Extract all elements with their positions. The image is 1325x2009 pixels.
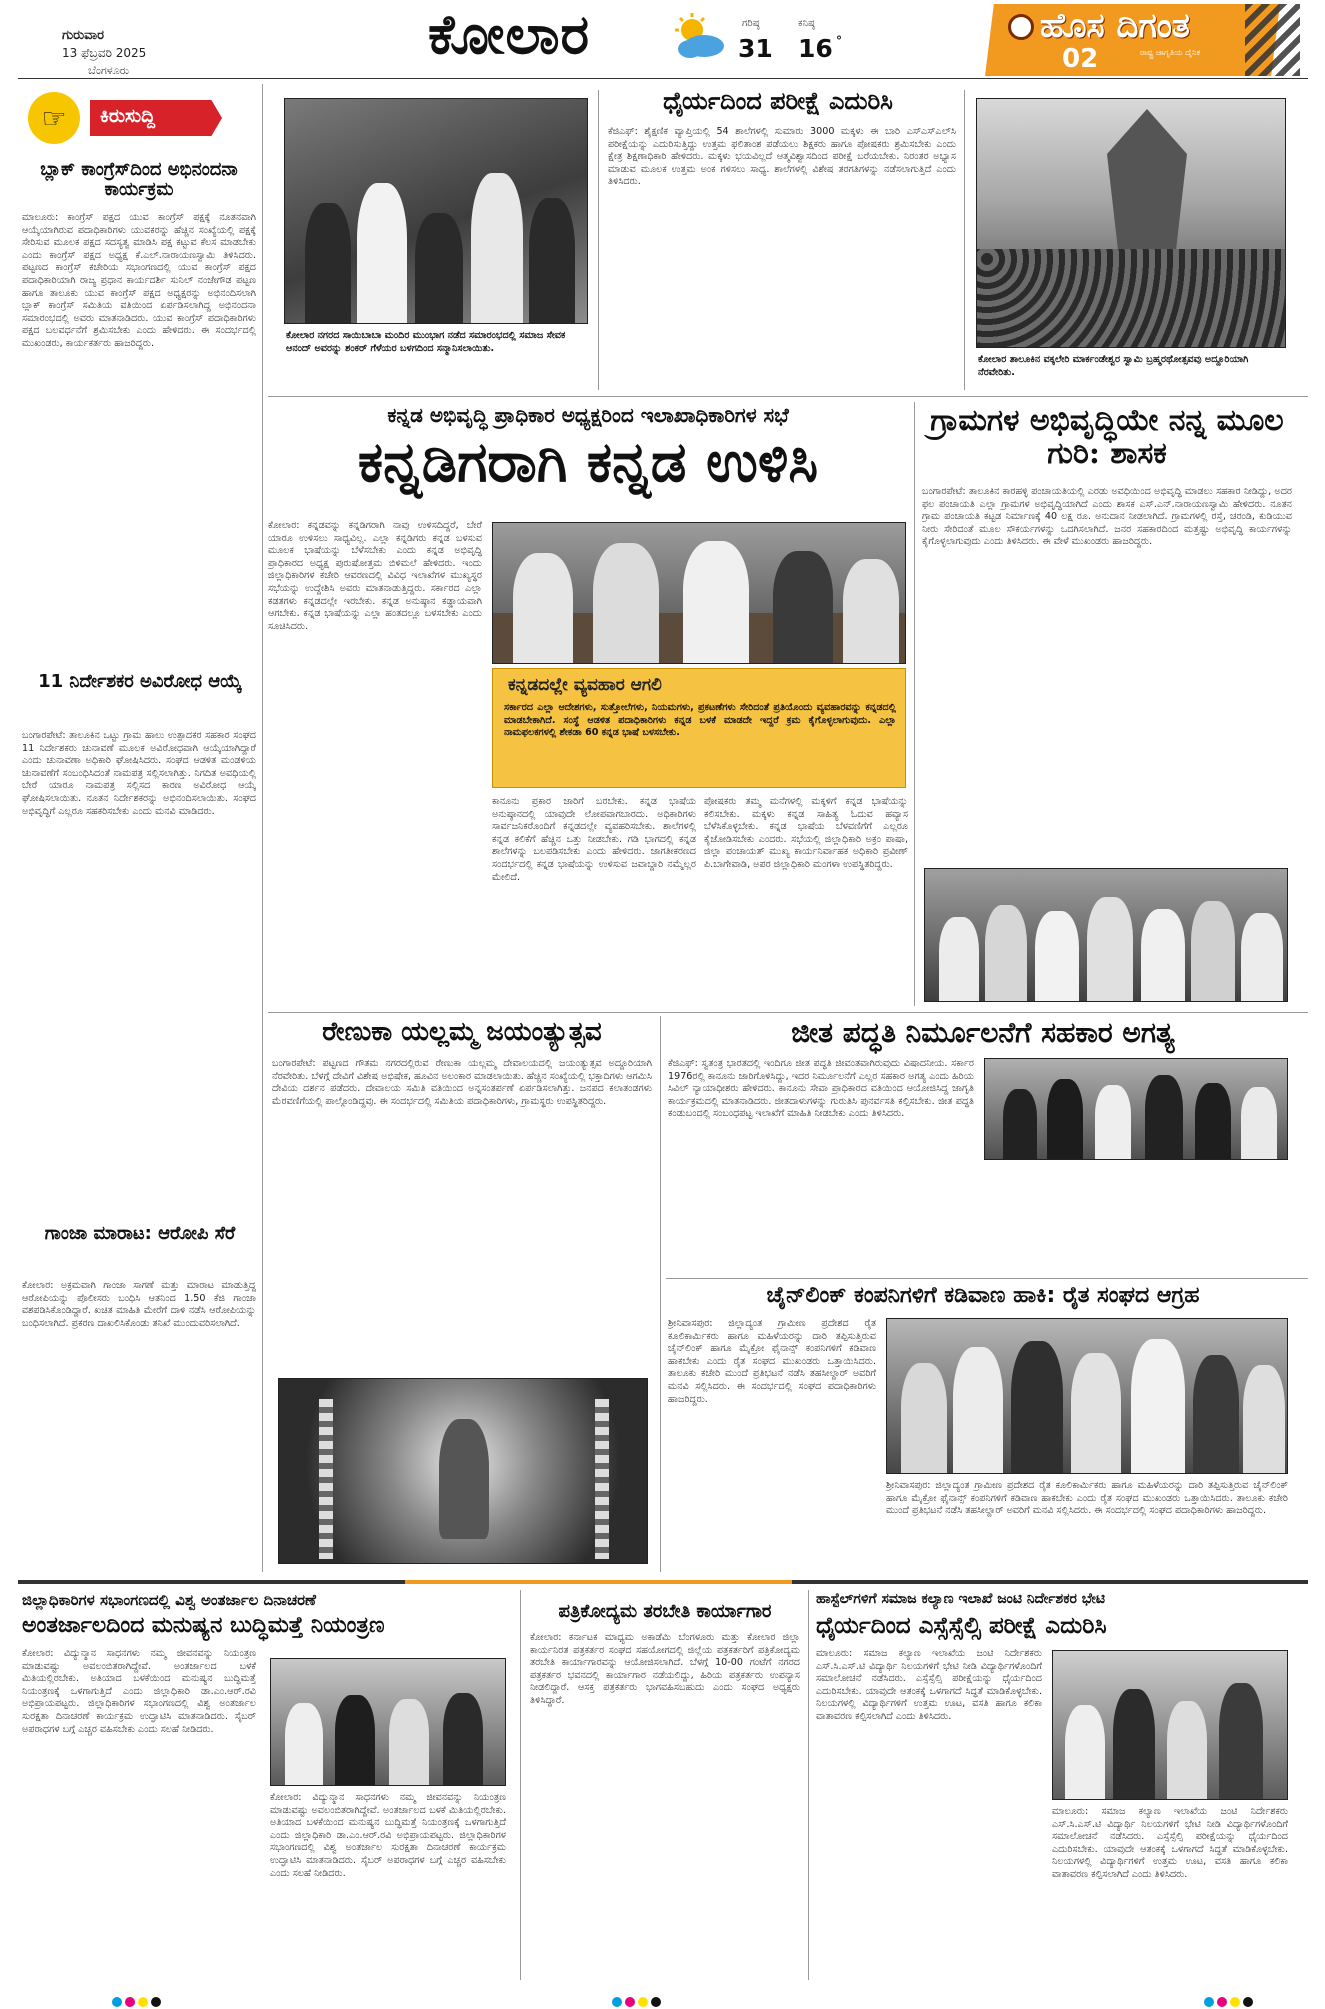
col1-body-3: ಕೋಲಾರ: ಅಕ್ರಮವಾಗಿ ಗಾಂಜಾ ಸಾಗಣೆ ಮತ್ತು ಮಾರಾಟ ಮಾಡುತ್ತಿದ್ದ ಆರೋಪಿಯನ್ನು ಪೊಲೀಸರು ಬಂಧಿಸಿ ಆತನಿಂದ 1.50 ಕೆಜಿ ಗಾಂಜಾ ವಶಪಡಿಸಿಕೊಂಡಿದ್ದಾರೆ. ಖಚಿತ ಮಾಹಿತಿ ಮೇರೆಗೆ ದಾಳಿ ನಡೆಸಿ ಆರೋಪಿಯನ್ನು ಬಂಧಿಸಲಾಗಿದೆ. ಪ್ರಕರಣ ದಾಖಲಿಸಿಕೊಂಡು ತನಿಖೆ ಮುಂದುವರಿಸಲಾಗಿದೆ. [22, 1280, 256, 1329]
bottom2-body: ಕೋಲಾರ: ಕರ್ನಾಟಕ ಮಾಧ್ಯಮ ಅಕಾಡೆಮಿ ಬೆಂಗಳೂರು ಮತ್ತು ಕೋಲಾರ ಜಿಲ್ಲಾ ಕಾರ್ಯನಿರತ ಪತ್ರಕರ್ತರ ಸಂಘದ ಸಹಯೋಗದಲ್ಲಿ ಜಿಲ್ಲೆಯ ಪತ್ರಕರ್ತರಿಗೆ ಪತ್ರಿಕೋದ್ಯಮ ತರಬೇತಿ ಕಾರ್ಯಾಗಾರವನ್ನು ಆಯೋಜಿಸಲಾಗಿದೆ. ಬೆಳಗ್ಗೆ 10-00 ಗಂಟೆಗೆ ನಗರದ ಪತ್ರಕರ್ತರ ಭವನದಲ್ಲಿ ಕಾರ್ಯಾಗಾರ ನಡೆಯಲಿದ್ದು, ಹಿರಿಯ ಪತ್ರಕರ್ತರು ಉಪನ್ಯಾಸ ನೀಡಲಿದ್ದಾರೆ. ಆಸಕ್ತ ಪತ್ರಕರ್ತರು ಭಾಗವಹಿಸಬಹುದು ಎಂದು ಸಂಘದ ಅಧ್ಯಕ್ಷರು ತಿಳಿಸಿದ್ದಾರೆ. [530, 1632, 800, 1706]
bottom1-kicker: ಜಿಲ್ಲಾಧಿಕಾರಿಗಳ ಸಭಾಂಗಣದಲ್ಲಿ ವಿಶ್ವ ಅಂತರ್ಜಾಲ ದಿನಾಚರಣೆ [22, 1591, 316, 1609]
jeetha-body: ಕೆಜಿಎಫ್: ಸ್ವತಂತ್ರ ಭಾರತದಲ್ಲಿ ಇಂದಿಗೂ ಜೀತ ಪದ್ಧತಿ ಜೀವಂತವಾಗಿರುವುದು ವಿಷಾದನೀಯ. ಸರ್ಕಾರ 1976ರಲ್ಲಿ ಕಾನೂನು ಜಾರಿಗೊಳಿಸಿದ್ದು, ಇದರ ನಿರ್ಮೂಲನೆಗೆ ಎಲ್ಲರ ಸಹಕಾರ ಅಗತ್ಯ ಎಂದು ಹಿರಿಯ ಸಿವಿಲ್ ನ್ಯಾಯಾಧೀಶರು ಹೇಳಿದರು. ಕಾನೂನು ಸೇವಾ ಪ್ರಾಧಿಕಾರದ ವತಿಯಿಂದ ಆಯೋಜಿಸಿದ್ದ ಜಾಗೃತಿ ಕಾರ್ಯಕ್ರಮದಲ್ಲಿ ಮಾತನಾಡಿದರು. ಜೀತದಾಳುಗಳನ್ನು ಗುರುತಿಸಿ ಪುನರ್ವಸತಿ ಕಲ್ಪಿಸಬೇಕು. ಜೀತ ಪದ್ಧತಿ ಕಂಡುಬಂದಲ್ಲಿ ಸಂಬಂಧಪಟ್ಟ ಇಲಾಖೆಗೆ ಮಾಹಿತಿ ನೀಡಬೇಕು ಎಂದು ತಿಳಿಸಿದರು. [668, 1058, 974, 1120]
masthead-rule [18, 78, 1308, 79]
col1-headline-2: 11 ನಿರ್ದೇಶಕರ ಅವಿರೋಧ ಆಯ್ಕೆ [38, 671, 242, 692]
photo-goddess [278, 1378, 648, 1564]
masthead-city: ಬೆಂಗಳೂರು [88, 64, 130, 77]
masthead [0, 0, 1325, 78]
bottom3-body: ಮಾಲೂರು: ಸಮಾಜ ಕಲ್ಯಾಣ ಇಲಾಖೆಯ ಜಂಟಿ ನಿರ್ದೇಶಕರು ಎಸ್.ಸಿ.ಎಸ್.ಟಿ ವಿದ್ಯಾರ್ಥಿ ನಿಲಯಗಳಿಗೆ ಭೇಟಿ ನೀಡಿ ವಿದ್ಯಾರ್ಥಿಗಳೊಂದಿಗೆ ಸಮಾಲೋಚನೆ ನಡೆಸಿದರು. ಎಸ್ಸೆಸ್ಸೆಲ್ಸಿ ಪರೀಕ್ಷೆಯನ್ನು ಧೈರ್ಯದಿಂದ ಎದುರಿಸಬೇಕು. ಯಾವುದೇ ಆತಂಕಕ್ಕೆ ಒಳಗಾಗದೆ ಸಿದ್ಧತೆ ಮಾಡಿಕೊಳ್ಳಬೇಕು. ನಿಲಯಗಳಲ್ಲಿ ವಿದ್ಯಾರ್ಥಿಗಳಿಗೆ ಉತ್ತಮ ಊಟ, ವಸತಿ ಹಾಗೂ ಕಲಿಕಾ ವಾತಾವರಣ ಕಲ್ಪಿಸಲಾಗಿದೆ ಎಂದು ತಿಳಿಸಿದರು. [816, 1648, 1042, 1722]
bottom1-body: ಕೋಲಾರ: ವಿದ್ಯುನ್ಮಾನ ಸಾಧನಗಳು ನಮ್ಮ ಜೀವನವನ್ನು ನಿಯಂತ್ರಣ ಮಾಡುವಷ್ಟು ಅವಲಂಬಿತರಾಗಿದ್ದೇವೆ. ಅಂತರ್ಜಾಲದ ಬಳಕೆ ಮಿತಿಯಲ್ಲಿರಬೇಕು. ಅತಿಯಾದ ಬಳಕೆಯಿಂದ ಮನುಷ್ಯನ ಬುದ್ಧಿಮತ್ತೆ ನಿಯಂತ್ರಣಕ್ಕೆ ಒಳಗಾಗುತ್ತಿದೆ ಎಂದು ಜಿಲ್ಲಾಧಿಕಾರಿ ಡಾ.ಎಂ.ಆರ್.ರವಿ ಅಭಿಪ್ರಾಯಪಟ್ಟರು. ಜಿಲ್ಲಾಧಿಕಾರಿಗಳ ಸಭಾಂಗಣದಲ್ಲಿ ವಿಶ್ವ ಅಂತರ್ಜಾಲ ಸುರಕ್ಷತಾ ದಿನಾಚರಣೆ ಕಾರ್ಯಕ್ರಮ ಉದ್ಘಾಟಿಸಿ ಮಾತನಾಡಿದರು. ಸೈಬರ್ ಅಪರಾಧಗಳ ಬಗ್ಗೆ ಎಚ್ಚರ ವಹಿಸಬೇಕು ಎಂದು ಸಲಹೆ ನೀಡಿದರು. [22, 1648, 256, 1735]
top-row-rule [268, 396, 1308, 397]
lead-headline: ಕನ್ನಡಿಗರಾಗಿ ಕನ್ನಡ ಉಳಿಸಿ [357, 429, 819, 495]
bottom3-headline: ಧೈರ್ಯದಿಂದ ಎಸ್ಸೆಸ್ಸೆಲ್ಸಿ ಪರೀಕ್ಷೆ ಎದುರಿಸಿ [816, 1613, 1107, 1639]
bottom1-headline: ಅಂತರ್ಜಾಲದಿಂದ ಮನುಷ್ಯನ ಬುದ್ಧಿಮತ್ತೆ ನಿಯಂತ್ರಣ [22, 1613, 385, 1638]
renuka-body: ಬಂಗಾರಪೇಟೆ: ಪಟ್ಟಣದ ಗೌತಮ ನಗರದಲ್ಲಿರುವ ರೇಣುಕಾ ಯಲ್ಲಮ್ಮ ದೇವಾಲಯದಲ್ಲಿ ಜಯಂತ್ಯುತ್ಸವ ಅದ್ದೂರಿಯಾಗಿ ನೆರವೇರಿತು. ಬೆಳಗ್ಗೆ ದೇವಿಗೆ ವಿಶೇಷ ಅಭಿಷೇಕ, ಹೂವಿನ ಅಲಂಕಾರ ಮಾಡಲಾಯಿತು. ಹೆಚ್ಚಿನ ಸಂಖ್ಯೆಯಲ್ಲಿ ಭಕ್ತಾದಿಗಳು ಆಗಮಿಸಿ ದೇವಿಯ ದರ್ಶನ ಪಡೆದರು. ದೇವಾಲಯ ಸಮಿತಿ ವತಿಯಿಂದ ಅನ್ನಸಂತರ್ಪಣೆ ಏರ್ಪಡಿಸಲಾಗಿತ್ತು. ಜನಪದ ಕಲಾತಂಡಗಳು ಮೆರವಣಿಗೆಯಲ್ಲಿ ಪಾಲ್ಗೊಂಡಿದ್ದವು. ಈ ಸಂದರ್ಭದಲ್ಲಿ ಸಮಿತಿಯ ಪದಾಧಿಕಾರಿಗಳು, ಗ್ರಾಮಸ್ಥರು ಉಪಸ್ಥಿತರಿದ್ದರು. [272, 1058, 652, 1107]
photo-hostel-visit [1052, 1650, 1288, 1800]
brand-name: ಹೊಸ ದಿಗಂತ [1040, 6, 1190, 46]
exam-headline: ಧೈರ್ಯದಿಂದ ಪರೀಕ್ಷೆ ಎದುರಿಸಿ [663, 87, 893, 115]
col1-headline-3: ಗಾಂಜಾ ಮಾರಾಟ: ಆರೋಪಿ ಸೆರೆ [44, 1223, 236, 1244]
right1-headline: ಗ್ರಾಮಗಳ ಅಭಿವೃದ್ಧಿಯೇ ನನ್ನ ಮೂಲ ಗುರಿ: ಶಾಸಕ [930, 403, 1284, 471]
top-divider-2 [964, 90, 965, 390]
brand-tagline: ರಾಷ್ಟ್ರ ಜಾಗೃತಿಯ ದೈನಿಕ [1140, 48, 1201, 57]
temp-min-label: ಕನಿಷ್ಠ [798, 18, 815, 29]
registration-marks-center [612, 1992, 664, 2009]
bottom-divider-2 [808, 1590, 809, 1980]
lead-body-2: ಕಾನೂನು ಪ್ರಕಾರ ಜಾರಿಗೆ ಬರಬೇಕು. ಕನ್ನಡ ಭಾಷೆಯ ಅನುಷ್ಠಾನದಲ್ಲಿ ಯಾವುದೇ ಲೋಪವಾಗಬಾರದು. ಅಧಿಕಾರಿಗಳು ಸಾರ್ವಜನಿಕರೊಂದಿಗೆ ಕನ್ನಡದಲ್ಲೇ ವ್ಯವಹರಿಸಬೇಕು. ಶಾಲೆಗಳಲ್ಲಿ ಕನ್ನಡ ಕಲಿಕೆಗೆ ಹೆಚ್ಚಿನ ಒತ್ತು ನೀಡಬೇಕು. ಗಡಿ ಭಾಗದಲ್ಲಿ ಕನ್ನಡ ಶಾಲೆಗಳನ್ನು ಬಲಪಡಿಸಬೇಕು ಎಂದು ಹೇಳಿದರು. ಜಾಗತೀಕರಣದ ಸಂದರ್ಭದಲ್ಲಿ ಕನ್ನಡ ಭಾಷೆಯನ್ನು ಉಳಿಸುವ ಜವಾಬ್ದಾರಿ ನಮ್ಮೆಲ್ಲರ ಮೇಲಿದೆ. [492, 796, 696, 883]
pointing-hand-icon: ☞ [28, 92, 80, 144]
masthead-date: 13 ಫೆಬ್ರವರಿ 2025 [62, 46, 147, 60]
temp-max: 31 [738, 34, 773, 63]
brand-stripes [1245, 4, 1300, 76]
photo-court-awareness [984, 1058, 1288, 1160]
exam-body: ಕೆಜಿಎಫ್: ಶೈಕ್ಷಣಿಕ ವ್ಯಾಪ್ತಿಯಲ್ಲಿ 54 ಶಾಲೆಗಳಲ್ಲಿ ಸುಮಾರು 3000 ಮಕ್ಕಳು ಈ ಬಾರಿ ಎಸ್ಎಸ್ಎಲ್‌ಸಿ ಪರೀಕ್ಷೆಯನ್ನು ಎದುರಿಸುತ್ತಿದ್ದು ಉತ್ತಮ ಫಲಿತಾಂಶ ಪಡೆಯಲು ಶಿಕ್ಷಕರು ಹಾಗೂ ಪೋಷಕರು ಶ್ರಮಿಸಬೇಕು ಎಂದು ಕ್ಷೇತ್ರ ಶಿಕ್ಷಣಾಧಿಕಾರಿ ಹೇಳಿದರು. ಮಕ್ಕಳು ಭಯವಿಲ್ಲದೆ ಆತ್ಮವಿಶ್ವಾಸದಿಂದ ಪರೀಕ್ಷೆ ಬರೆಯಬೇಕು. ನಿರಂತರ ಅಭ್ಯಾಸ ಮಾಡುವ ಮೂಲಕ ಉತ್ತಮ ಅಂಕ ಗಳಿಸಲು ಸಾಧ್ಯ. ಶಾಲೆಗಳಲ್ಲಿ ವಿಶೇಷ ತರಗತಿಗಳನ್ನು ನಡೆಸಲಾಗುತ್ತಿದೆ ಎಂದು ತಿಳಿಸಿದರು. [608, 126, 956, 188]
lead-body-3: ಪೋಷಕರು ತಮ್ಮ ಮನೆಗಳಲ್ಲಿ ಮಕ್ಕಳಿಗೆ ಕನ್ನಡ ಭಾಷೆಯನ್ನು ಕಲಿಸಬೇಕು. ಮಕ್ಕಳು ಕನ್ನಡ ಸಾಹಿತ್ಯ ಓದುವ ಹವ್ಯಾಸ ಬೆಳೆಸಿಕೊಳ್ಳಬೇಕು. ಕನ್ನಡ ಭಾಷೆಯ ಬೆಳವಣಿಗೆಗೆ ಎಲ್ಲರೂ ಕೈಜೋಡಿಸಬೇಕು ಎಂದರು. ಸಭೆಯಲ್ಲಿ ಜಿಲ್ಲಾಧಿಕಾರಿ ಅಕ್ರಂ ಪಾಷಾ, ಜಿಲ್ಲಾ ಪಂಚಾಯತ್ ಮುಖ್ಯ ಕಾರ್ಯನಿರ್ವಾಹಕ ಅಧಿಕಾರಿ ಪ್ರವೀಣ್ ಪಿ.ಬಾಗೇವಾಡಿ, ಅಪರ ಜಿಲ್ಲಾಧಿಕಾರಿ ಮಂಗಳಾ ಉಪಸ್ಥಿತರಿದ್ದರು. [704, 796, 908, 870]
degree-sign: ° [836, 34, 842, 48]
top-divider-1 [598, 90, 599, 390]
bottom-divider-1 [520, 1590, 521, 1980]
col1-headline-1: ಬ್ಲಾಕ್ ಕಾಂಗ್ರೆಸ್‌ದಿಂದ ಅಭಿನಂದನಾ ಕಾರ್ಯಕ್ರಮ [40, 159, 238, 200]
jeetha-headline: ಜೀತ ಪದ್ಧತಿ ನಿರ್ಮೂಲನೆಗೆ ಸಹಕಾರ ಅಗತ್ಯ [791, 1016, 1175, 1049]
chainlink-body-continued: ಶ್ರೀನಿವಾಸಪುರ: ಜಿಲ್ಲಾದ್ಯಂತ ಗ್ರಾಮೀಣ ಪ್ರದೇಶದ ರೈತ ಕೂಲಿಕಾರ್ಮಿಕರು ಹಾಗೂ ಮಹಿಳೆಯರನ್ನು ದಾರಿ ತಪ್ಪಿಸುತ್ತಿರುವ ಚೈನ್‌ಲಿಂಕ್ ಹಾಗೂ ಮೈಕ್ರೋ ಫೈನಾನ್ಸ್ ಕಂಪನಿಗಳಿಗೆ ಕಡಿವಾಣ ಹಾಕಬೇಕು ಎಂದು ರೈತ ಸಂಘದ ಮುಖಂಡರು ಒತ್ತಾಯಿಸಿದರು. ತಾಲೂಕು ಕಚೇರಿ ಮುಂದೆ ಪ್ರತಿಭಟನೆ ನಡೆಸಿ ತಹಸೀಲ್ದಾರ್ ಅವರಿಗೆ ಮನವಿ ಸಲ್ಲಿಸಿದರು. ಈ ಸಂದರ್ಭದಲ್ಲಿ ಸಂಘದ ಪದಾಧಿಕಾರಿಗಳು ಹಾಜರಿದ್ದರು. [886, 1480, 1288, 1517]
photo-felicitation [284, 98, 588, 324]
mid-row-rule [268, 1012, 1308, 1013]
bottom2-headline: ಪತ್ರಿಕೋದ್ಯಮ ತರಬೇತಿ ಕಾರ್ಯಾಗಾರ [558, 1601, 772, 1622]
brand-logo-icon [1008, 14, 1034, 40]
chainlink-body: ಶ್ರೀನಿವಾಸಪುರ: ಜಿಲ್ಲಾದ್ಯಂತ ಗ್ರಾಮೀಣ ಪ್ರದೇಶದ ರೈತ ಕೂಲಿಕಾರ್ಮಿಕರು ಹಾಗೂ ಮಹಿಳೆಯರನ್ನು ದಾರಿ ತಪ್ಪಿಸುತ್ತಿರುವ ಚೈನ್‌ಲಿಂಕ್ ಹಾಗೂ ಮೈಕ್ರೋ ಫೈನಾನ್ಸ್ ಕಂಪನಿಗಳಿಗೆ ಕಡಿವಾಣ ಹಾಕಬೇಕು ಎಂದು ರೈತ ಸಂಘದ ಮುಖಂಡರು ಒತ್ತಾಯಿಸಿದರು. ತಾಲೂಕು ಕಚೇರಿ ಮುಂದೆ ಪ್ರತಿಭಟನೆ ನಡೆಸಿ ತಹಸೀಲ್ದಾರ್ ಅವರಿಗೆ ಮನವಿ ಸಲ್ಲಿಸಿದರು. ಈ ಸಂದರ್ಭದಲ್ಲಿ ಸಂಘದ ಪದಾಧಿಕಾರಿಗಳು ಹಾಜರಿದ್ದರು. [668, 1318, 876, 1405]
temp-max-label: ಗರಿಷ್ಠ [742, 18, 760, 29]
bottom-band-rule [18, 1580, 1308, 1584]
photo-kannada-meeting [492, 522, 906, 664]
page-number: 02 [1062, 44, 1099, 74]
caption-felicitation: ಕೋಲಾರ ನಗರದ ಸಾಯಿಬಾಬಾ ಮಂದಿರ ಮುಂಭಾಗ ನಡೆದ ಸಮಾರಂಭದಲ್ಲಿ ಸಮಾಜ ಸೇವಕ ಆನಂದ್ ಅವರನ್ನು ಶಂಕರ್ ಗೆಳೆಯರ ಬಳಗದಿಂದ ಸನ್ಮಾನಿಸಲಾಯಿತು. [286, 330, 566, 354]
temp-min: 16 [798, 34, 833, 63]
bottom3-body-continued: ಮಾಲೂರು: ಸಮಾಜ ಕಲ್ಯಾಣ ಇಲಾಖೆಯ ಜಂಟಿ ನಿರ್ದೇಶಕರು ಎಸ್.ಸಿ.ಎಸ್.ಟಿ ವಿದ್ಯಾರ್ಥಿ ನಿಲಯಗಳಿಗೆ ಭೇಟಿ ನೀಡಿ ವಿದ್ಯಾರ್ಥಿಗಳೊಂದಿಗೆ ಸಮಾಲೋಚನೆ ನಡೆಸಿದರು. ಎಸ್ಸೆಸ್ಸೆಲ್ಸಿ ಪರೀಕ್ಷೆಯನ್ನು ಧೈರ್ಯದಿಂದ ಎದುರಿಸಬೇಕು. ಯಾವುದೇ ಆತಂಕಕ್ಕೆ ಒಳಗಾಗದೆ ಸಿದ್ಧತೆ ಮಾಡಿಕೊಳ್ಳಬೇಕು. ನಿಲಯಗಳಲ್ಲಿ ವಿದ್ಯಾರ್ಥಿಗಳಿಗೆ ಉತ್ತಮ ಊಟ, ವಸತಿ ಹಾಗೂ ಕಲಿಕಾ ವಾತಾವರಣ ಕಲ್ಪಿಸಲಾಗಿದೆ ಎಂದು ತಿಳಿಸಿದರು. [1052, 1806, 1288, 1880]
lead-kicker: ಕನ್ನಡ ಅಭಿವೃದ್ಧಿ ಪ್ರಾಧಿಕಾರ ಅಧ್ಯಕ್ಷರಿಂದ ಇಲಾಖಾಧಿಕಾರಿಗಳ ಸಭೆ [387, 403, 789, 427]
masthead-day: ಗುರುವಾರ [62, 28, 104, 43]
renuka-headline: ರೇಣುಕಾ ಯಲ್ಲಮ್ಮ ಜಯಂತ್ಯುತ್ಸವ [322, 1017, 602, 1047]
lead-divider [914, 402, 915, 1006]
chainlink-headline: ಚೈನ್‌ಲಿಂಕ್ ಕಂಪನಿಗಳಿಗೆ ಕಡಿವಾಣ ಹಾಕಿ: ರೈತ ಸಂಘದ ಆಗ್ರಹ [766, 1283, 1200, 1308]
kiru-badge [28, 92, 238, 144]
photo-mla-village [924, 868, 1288, 1002]
col1-body-1: ಮಾಲೂರು: ಕಾಂಗ್ರೆಸ್ ಪಕ್ಷದ ಯುವ ಕಾಂಗ್ರೆಸ್ ಪಕ್ಷಕ್ಕೆ ನೂತನವಾಗಿ ಆಯ್ಕೆಯಾಗಿರುವ ಪದಾಧಿಕಾರಿಗಳು ಯುವಕರನ್ನು ಹೆಚ್ಚಿನ ಸಂಖ್ಯೆಯಲ್ಲಿ ಪಕ್ಷಕ್ಕೆ ಸೇರಿಸುವ ಮೂಲಕ ಪಕ್ಷದ ಸದಸ್ಯತ್ವ ಮಾಡಿಸಿ ಪಕ್ಷ ಕಟ್ಟುವ ಕೆಲಸ ಮಾಡಬೇಕು ಎಂದು ಕಾಂಗ್ರೆಸ್ ಪಕ್ಷದ ಅಧ್ಯಕ್ಷ ಕೆ.ಎಲ್.ನಾರಾಯಣಸ್ವಾಮಿ ತಿಳಿಸಿದರು. ಪಟ್ಟಣದ ಕಾಂಗ್ರೆಸ್ ಕಚೇರಿಯ ಸಭಾಂಗಣದಲ್ಲಿ ಯುವ ಕಾಂಗ್ರೆಸ್ ಪಕ್ಷದ ಪದಾಧಿಕಾರಿಯಾಗಿ ರಾಜ್ಯ ಪ್ರಧಾನ ಕಾರ್ಯದರ್ಶಿ ಸುನಿಲ್ ನಂಜೇಗೌಡ ಪಟ್ಟಣ ಹಾಗೂ ತಾಲೂಕು ಯುವ ಕಾಂಗ್ರೆಸ್ ಪಕ್ಷದ ಅಧ್ಯಕ್ಷರನ್ನು ಅಭಿನಂದಿಸಲಾಗಿ ಬ್ಲಾಕ್ ಕಾಂಗ್ರೆಸ್ ಸಮಿತಿಯ ವತಿಯಿಂದ ಏರ್ಪಡಿಸಲಾಗಿದ್ದ ಅಭಿನಂದನಾ ಸಮಾರಂಭದಲ್ಲಿ ಅವರು ಮಾತನಾಡಿದರು. ಯುವ ಕಾಂಗ್ರೆಸ್ ಪದಾಧಿಕಾರಿಗಳು ಪಕ್ಷದ ಬಲವರ್ಧನೆಗೆ ಶ್ರಮಿಸಬೇಕು ಎಂದು ಹೇಳಿದರು. ಈ ಸಂದರ್ಭದಲ್ಲಿ ಮುಖಂಡರು, ಕಾರ್ಯಕರ್ತರು ಹಾಜರಿದ್ದರು. [22, 212, 256, 349]
lead-body-1: ಕೋಲಾರ: ಕನ್ನಡವನ್ನು ಕನ್ನಡಿಗರಾಗಿ ನಾವು ಉಳಿಸದಿದ್ದರೆ, ಬೇರೆ ಯಾರೂ ಉಳಿಸಲು ಸಾಧ್ಯವಿಲ್ಲ. ಎಲ್ಲಾ ಕನ್ನಡಿಗರು ಕನ್ನಡ ಬಳಸುವ ಮೂಲಕ ಭಾಷೆಯನ್ನು ಬೆಳೆಸಬೇಕು ಎಂದು ಕನ್ನಡ ಅಭಿವೃದ್ಧಿ ಪ್ರಾಧಿಕಾರದ ಅಧ್ಯಕ್ಷ ಪುರುಷೋತ್ತಮ ಬಿಳಿಮಲೆ ಹೇಳಿದರು. ಇಂದು ಜಿಲ್ಲಾಧಿಕಾರಿಗಳ ಕಚೇರಿ ಆವರಣದಲ್ಲಿ ವಿವಿಧ ಇಲಾಖೆಗಳ ಮುಖ್ಯಸ್ಥರ ಸಭೆಯನ್ನು ಉದ್ದೇಶಿಸಿ ಅವರು ಮಾತನಾಡುತ್ತಿದ್ದರು. ಸರ್ಕಾರದ ಎಲ್ಲಾ ಕಡತಗಳು ಕನ್ನಡದಲ್ಲೇ ಇರಬೇಕು. ಕನ್ನಡ ಅನುಷ್ಠಾನ ಕಡ್ಡಾಯವಾಗಿ ಆಗಬೇಕು. ಕನ್ನಡ ಭಾಷೆಯನ್ನು ಎಲ್ಲಾ ಹಂತದಲ್ಲೂ ಬಳಸಬೇಕು ಎಂದು ಸೂಚಿಸಿದರು. [268, 520, 482, 632]
caption-chariot-festival: ಕೋಲಾರ ತಾಲೂಕಿನ ವಕ್ಕಲೇರಿ ಮಾರ್ಕಂಡೇಶ್ವರ ಸ್ವಾಮಿ ಬ್ರಹ್ಮರಥೋತ್ಸವವು ಅದ್ದೂರಿಯಾಗಿ ನೆರವೇರಿತು. [978, 354, 1249, 378]
col1-body-2: ಬಂಗಾರಪೇಟೆ: ತಾಲೂಕಿನ ಒಟ್ಟು ಗ್ರಾಮ ಹಾಲು ಉತ್ಪಾದಕರ ಸಹಕಾರ ಸಂಘದ 11 ನಿರ್ದೇಶಕರು ಚುನಾವಣೆ ಮೂಲಕ ಅವಿರೋಧವಾಗಿ ಆಯ್ಕೆಯಾಗಿದ್ದಾರೆ ಎಂದು ಚುನಾವಣಾ ಅಧಿಕಾರಿ ಘೋಷಿಸಿದರು. ಸಂಘದ ಆಡಳಿತ ಮಂಡಳಿಯ ಚುನಾವಣೆಗೆ ಸಂಬಂಧಿಸಿದಂತೆ ನಾಮಪತ್ರ ಸಲ್ಲಿಸಲಾಗಿತ್ತು. ನಿಗದಿತ ಅವಧಿಯಲ್ಲಿ ಬೇರೆ ಯಾರೂ ನಾಮಪತ್ರ ಸಲ್ಲಿಸದ ಕಾರಣ ಅವಿರೋಧ ಆಯ್ಕೆ ಘೋಷಿಸಲಾಯಿತು. ನೂತನ ನಿರ್ದೇಶಕರನ್ನು ಅಭಿನಂದಿಸಲಾಯಿತು. ಸಂಘದ ಅಭಿವೃದ್ಧಿಗೆ ಎಲ್ಲರೂ ಸಹಕರಿಸಬೇಕು ಎಂದು ಮನವಿ ಮಾಡಿದರು. [22, 730, 256, 817]
col1-divider [262, 84, 263, 1572]
registration-marks-left [112, 1992, 164, 2009]
masthead-title: ಕೋಲಾರ [428, 2, 591, 66]
jeetha-rule [666, 1278, 1308, 1279]
lead-box-title: ಕನ್ನಡದಲ್ಲೇ ವ್ಯವಹಾರ ಆಗಲಿ [508, 675, 662, 695]
right1-body: ಬಂಗಾರಪೇಟೆ: ತಾಲೂಕಿನ ಕಾರಹಳ್ಳಿ ಪಂಚಾಯತಿಯಲ್ಲಿ ಎರಡು ಅವಧಿಯಿಂದ ಅಭಿವೃದ್ಧಿ ಮಾಡಲು ಸಹಕಾರ ನೀಡಿದ್ದು, ಅದರ ಫಲ ಪಂಚಾಯತಿ ಎಲ್ಲಾ ಗ್ರಾಮಗಳ ಅಭಿವೃದ್ಧಿಯಾಗಿದೆ ಎಂದು ಶಾಸಕ ಎಸ್.ಎನ್.ನಾರಾಯಣಸ್ವಾಮಿ ಹೇಳಿದರು. ನೂತನ ಗ್ರಾಮ ಪಂಚಾಯತಿ ಕಟ್ಟಡ ನಿರ್ಮಾಣಕ್ಕೆ 40 ಲಕ್ಷ ರೂ. ಅನುದಾನ ನೀಡಲಾಗಿದೆ. ಗ್ರಾಮಗಳಲ್ಲಿ ರಸ್ತೆ, ಚರಂಡಿ, ಕುಡಿಯುವ ನೀರು ಸೇರಿದಂತೆ ಮೂಲ ಸೌಕರ್ಯಗಳನ್ನು ಒದಗಿಸಲಾಗಿದೆ. ಜನರ ಸಹಕಾರದಿಂದ ಮತ್ತಷ್ಟು ಅಭಿವೃದ್ಧಿ ಕಾರ್ಯಗಳನ್ನು ಕೈಗೊಳ್ಳಲಾಗುವುದು ಎಂದು ತಿಳಿಸಿದರು. ಈ ವೇಳೆ ಮುಖಂಡರು ಹಾಜರಿದ್ದರು. [922, 486, 1292, 548]
photo-chariot-festival [976, 98, 1286, 348]
registration-marks-right [1204, 1992, 1256, 2009]
kiru-label: ಕಿರುಸುದ್ದಿ [100, 105, 156, 127]
bottom1-body-continued: ಕೋಲಾರ: ವಿದ್ಯುನ್ಮಾನ ಸಾಧನಗಳು ನಮ್ಮ ಜೀವನವನ್ನು ನಿಯಂತ್ರಣ ಮಾಡುವಷ್ಟು ಅವಲಂಬಿತರಾಗಿದ್ದೇವೆ. ಅಂತರ್ಜಾಲದ ಬಳಕೆ ಮಿತಿಯಲ್ಲಿರಬೇಕು. ಅತಿಯಾದ ಬಳಕೆಯಿಂದ ಮನುಷ್ಯನ ಬುದ್ಧಿಮತ್ತೆ ನಿಯಂತ್ರಣಕ್ಕೆ ಒಳಗಾಗುತ್ತಿದೆ ಎಂದು ಜಿಲ್ಲಾಧಿಕಾರಿ ಡಾ.ಎಂ.ಆರ್.ರವಿ ಅಭಿಪ್ರಾಯಪಟ್ಟರು. ಜಿಲ್ಲಾಧಿಕಾರಿಗಳ ಸಭಾಂಗಣದಲ್ಲಿ ವಿಶ್ವ ಅಂತರ್ಜಾಲ ಸುರಕ್ಷತಾ ದಿನಾಚರಣೆ ಕಾರ್ಯಕ್ರಮ ಉದ್ಘಾಟಿಸಿ ಮಾತನಾಡಿದರು. ಸೈಬರ್ ಅಪರಾಧಗಳ ಬಗ್ಗೆ ಎಚ್ಚರ ವಹಿಸಬೇಕು ಎಂದು ಸಲಹೆ ನೀಡಿದರು. [270, 1792, 506, 1879]
bottom3-kicker: ಹಾಸ್ಟೆಲ್‌ಗಳಿಗೆ ಸಮಾಜ ಕಲ್ಯಾಣ ಇಲಾಖೆ ಜಂಟಿ ನಿರ್ದೇಶಕರ ಭೇಟಿ [816, 1591, 1106, 1607]
renuka-divider [660, 1016, 661, 1572]
photo-internet-day [270, 1658, 506, 1786]
photo-farmers-protest [886, 1318, 1288, 1474]
lead-box-text: ಸರ್ಕಾರದ ಎಲ್ಲಾ ಆದೇಶಗಳು, ಸುತ್ತೋಲೆಗಳು, ನಿಯಮಗಳು, ಪ್ರಕಟಣೆಗಳು ಸೇರಿದಂತೆ ಪ್ರತಿಯೊಂದು ವ್ಯವಹಾರವನ್ನು ಕನ್ನಡದಲ್ಲಿ ಮಾಡಬೇಕಾಗಿದೆ. ಸಂಸ್ಥೆ ಆಡಳಿತ ಪದಾಧಿಕಾರಿಗಳು ಕನ್ನಡ ಬಳಕೆ ಮಾಡದೇ ಇದ್ದರೆ ಕ್ರಮ ಕೈಗೊಳ್ಳಲಾಗುವುದು. ಎಲ್ಲಾ ನಾಮಫಲಕಗಳಲ್ಲಿ ಶೇಕಡಾ 60 ಕನ್ನಡ ಭಾಷೆ ಬಳಸಬೇಕು. [504, 702, 896, 739]
weather-icon [668, 12, 728, 64]
